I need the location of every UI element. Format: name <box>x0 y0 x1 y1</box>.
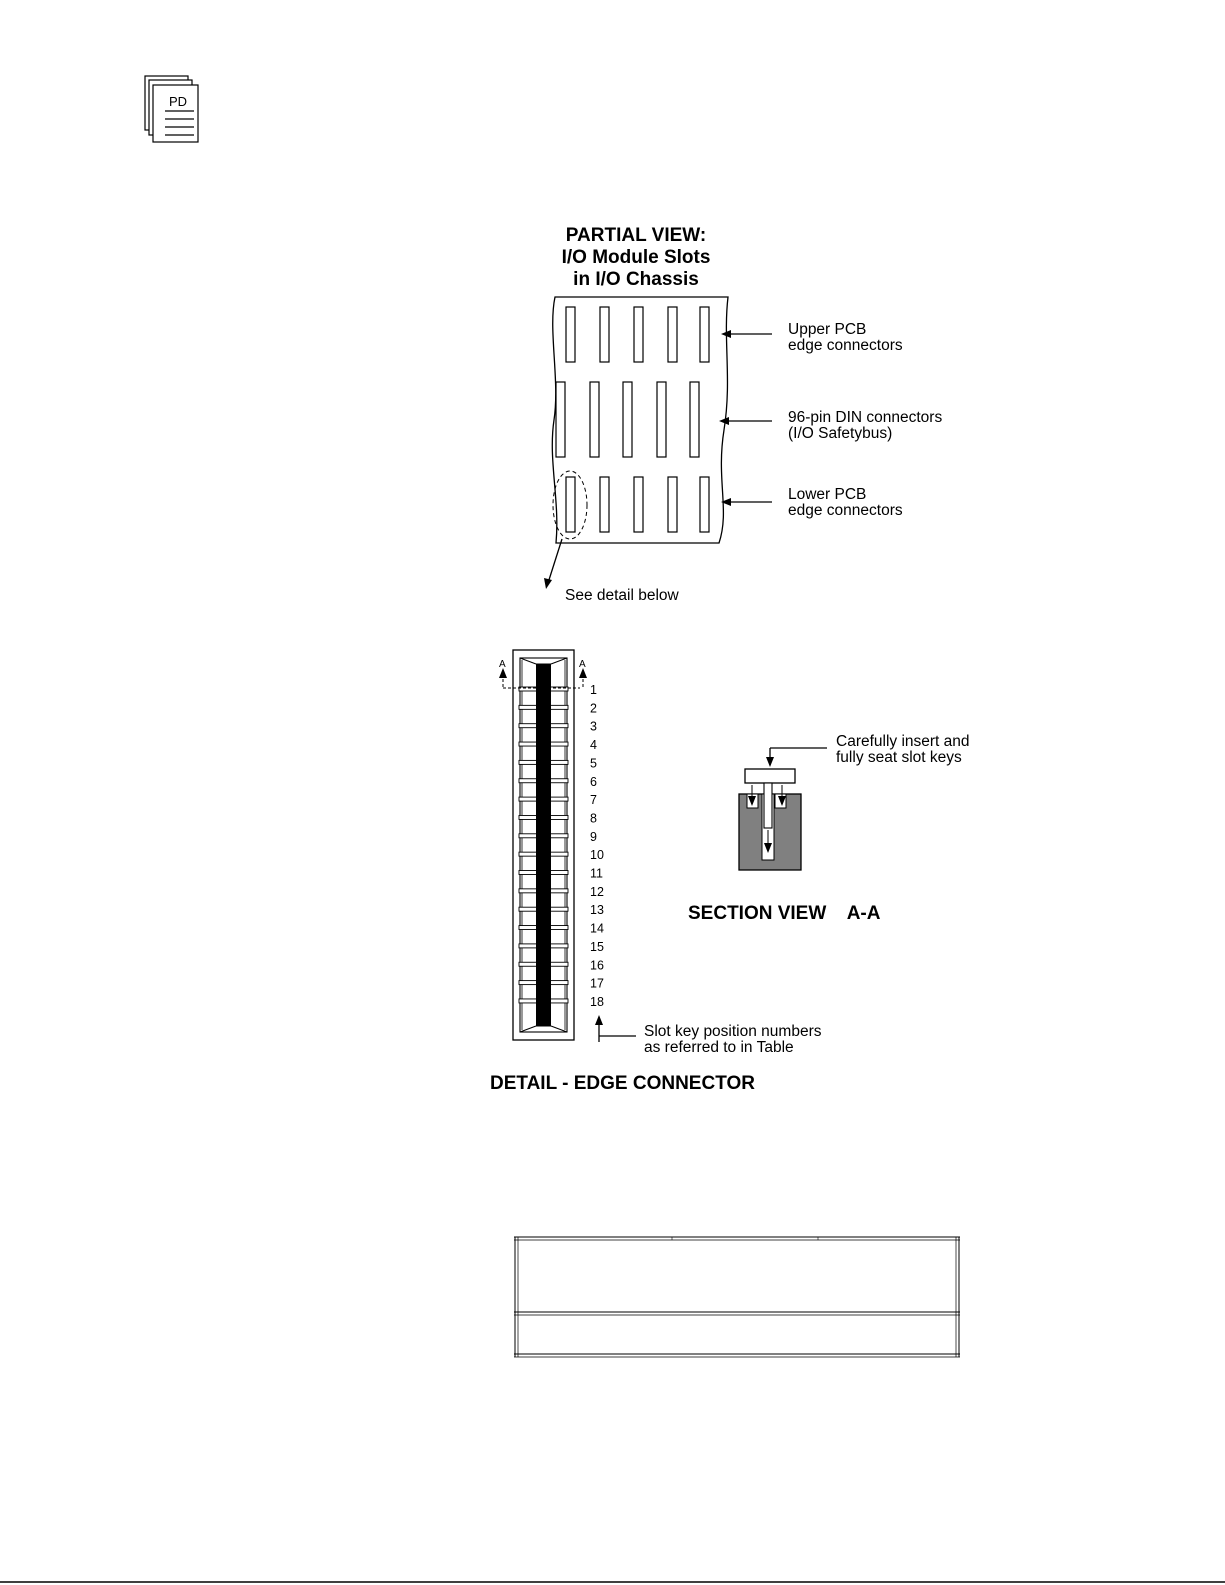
callout-lower-line-1: Lower PCB <box>788 486 867 503</box>
section-view-callout-arrow <box>766 748 827 767</box>
slot-key-tick <box>519 779 568 783</box>
slot-key-position-number: 5 <box>590 756 597 771</box>
section-marker-right-label: A <box>579 659 586 670</box>
callout-arrow-upper <box>721 330 772 338</box>
callout-upper-line-1: Upper PCB <box>788 321 867 338</box>
section-view-callout-line-1: Carefully insert and <box>836 733 970 750</box>
pd-document-stack-icon <box>145 76 198 142</box>
table-frame <box>514 1237 960 1357</box>
slot-key-position-number: 18 <box>590 994 604 1009</box>
slot-key-tick <box>519 742 568 746</box>
partial-view-title-line-2: I/O Module Slots <box>561 247 711 268</box>
slot-key-tick <box>519 724 568 728</box>
see-detail-note: See detail below <box>565 587 679 604</box>
slot-key-position-number: 10 <box>590 848 604 863</box>
slot-key-position-number: 14 <box>590 921 604 936</box>
slot-key-tick <box>519 889 568 893</box>
slot-key-note-line-2: as referred to in Table <box>644 1039 794 1056</box>
slot-key-position-numbers <box>590 683 604 1009</box>
slot-key-tick <box>519 760 568 764</box>
slot-key-note-line-1: Slot key position numbers <box>644 1023 822 1040</box>
slot-key-position-number: 16 <box>590 958 604 973</box>
callout-lower-line-2: edge connectors <box>788 502 903 519</box>
section-view-drawing <box>739 769 801 870</box>
callout-din-line-1: 96-pin DIN connectors <box>788 409 943 426</box>
partial-view-title-line-3: in I/O Chassis <box>573 269 699 290</box>
slot-key-position-number: 7 <box>590 793 597 808</box>
slot-key-position-number: 8 <box>590 811 597 826</box>
callout-arrow-lower <box>721 498 772 506</box>
section-marker-left-label: A <box>499 659 506 670</box>
slot-key-position-number: 4 <box>590 738 597 753</box>
section-view-callout-line-2: fully seat slot keys <box>836 749 962 766</box>
slot-key-tick <box>519 962 568 966</box>
slot-key-tick <box>519 926 568 930</box>
slot-key-tick <box>519 999 568 1003</box>
callout-upper-line-2: edge connectors <box>788 337 903 354</box>
slot-key-tick <box>519 852 568 856</box>
slot-key-position-number: 9 <box>590 829 597 844</box>
logo-text: PD <box>169 94 188 109</box>
slot-key-tick <box>519 815 568 819</box>
slot-key-tick <box>519 834 568 838</box>
slot-key-position-number: 11 <box>590 866 603 881</box>
slot-key-tick <box>519 797 568 801</box>
slot-key-tick <box>519 907 568 911</box>
slot-key-position-number: 2 <box>590 701 597 716</box>
section-cut-marker-right <box>579 659 587 688</box>
slot-key-tick <box>519 944 568 948</box>
slot-key-position-number: 3 <box>590 719 597 734</box>
slot-key-tick <box>519 871 568 875</box>
slot-key-position-number: 17 <box>590 976 604 991</box>
edge-connector-title: DETAIL - EDGE CONNECTOR <box>490 1073 755 1094</box>
partial-view-title-line-1: PARTIAL VIEW: <box>565 225 707 246</box>
slot-key-tick <box>519 981 568 985</box>
slot-key-note-arrow <box>595 1015 636 1042</box>
partial-view-title <box>562 225 711 290</box>
slot-key-tick <box>519 705 568 709</box>
slot-key-position-number: 13 <box>590 903 604 918</box>
callout-din-line-2: (I/O Safetybus) <box>788 425 893 442</box>
slot-key-position-number: 1 <box>590 683 597 697</box>
section-view-title: SECTION VIEW A-A <box>688 903 881 924</box>
slot-key-position-number: 15 <box>590 939 604 954</box>
callout-arrow-din <box>719 417 772 425</box>
slot-key-position-number: 12 <box>590 884 604 899</box>
slot-key-position-number: 6 <box>590 774 597 789</box>
